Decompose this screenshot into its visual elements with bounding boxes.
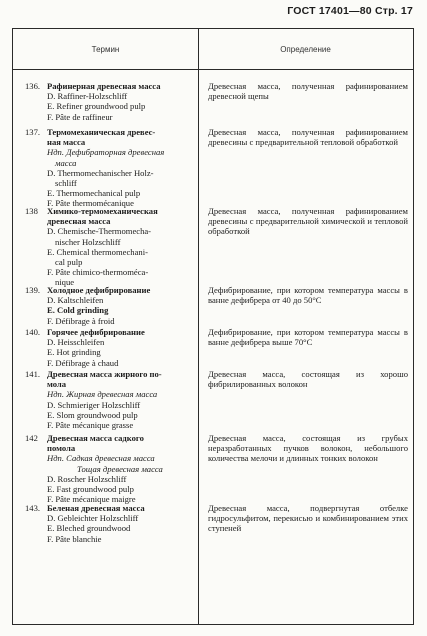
term-deprecated-cont: масса bbox=[55, 157, 77, 168]
term-english: E. Hot grinding bbox=[47, 347, 101, 358]
term-entry-136 bbox=[25, 81, 195, 122]
definition-142: Древесная масса, состоящая из грубых неразработанных пучков волокон, небольшого количества мелочи и длинных тонких волокон bbox=[208, 433, 408, 464]
term-french: F. Pâte chimico-thermoméca- bbox=[47, 267, 149, 278]
term-title-cont: древесная масса bbox=[47, 216, 111, 227]
term-title: Горячее дефибрирование bbox=[47, 327, 145, 337]
term-entry-141 bbox=[25, 369, 195, 430]
entry-number: 142 bbox=[25, 433, 38, 443]
terms-table bbox=[12, 28, 414, 625]
definition-141: Древесная масса, состоящая из хорошо фибрилированных волокон bbox=[208, 369, 408, 390]
term-english: E. Bleched groundwood bbox=[47, 523, 131, 534]
term-german: D. Raffiner-Holzschliff bbox=[47, 91, 128, 102]
term-entry-138 bbox=[25, 206, 195, 288]
term-entry-143 bbox=[25, 503, 195, 544]
term-deprecated: Ндп. Жирная древесная масса bbox=[47, 389, 158, 400]
term-german: D. Heisschleifen bbox=[47, 337, 105, 348]
term-german-cont: nischer Holzschliff bbox=[55, 236, 121, 247]
term-entry-137 bbox=[25, 127, 195, 209]
term-english: E. Thermomechanical pulp bbox=[47, 188, 141, 199]
term-german: D. Gebleichter Holzschliff bbox=[47, 513, 139, 524]
entry-number: 137. bbox=[25, 127, 41, 137]
entry-number: 140. bbox=[25, 327, 41, 337]
term-french: F. Pâte de raffineur bbox=[47, 111, 113, 122]
term-title: Холодное дефибрирование bbox=[47, 285, 151, 295]
definition-138: Древесная масса, полученная рафинированием древесины с предварительной химической и тепловой обработкой bbox=[208, 206, 408, 237]
term-english: E. Slom groundwood pulp bbox=[47, 409, 138, 420]
term-title-cont: мола bbox=[47, 379, 67, 390]
term-title: Термомеханическая древес- bbox=[47, 127, 156, 137]
term-french: F. Pâte blanchie bbox=[47, 533, 102, 544]
term-english: E. Refiner groundwood pulp bbox=[47, 101, 146, 112]
term-french-cont: nique bbox=[55, 277, 75, 288]
term-deprecated: Ндп. Садкая древесная масса bbox=[47, 453, 155, 464]
entry-number: 139. bbox=[25, 285, 41, 295]
definition-139: Дефибрирование, при котором температура массы в ванне дефибрера от 40 до 50°С bbox=[208, 285, 408, 306]
term-german: D. Thermomechanischer Holz- bbox=[47, 167, 154, 178]
term-title-cont: помола bbox=[47, 443, 76, 454]
definition-143: Древесная масса, подвергнутая отбелке гидросульфитом, перекисью и комбинированием этих ступеней bbox=[208, 503, 408, 534]
definition-140: Дефибрирование, при котором температура массы в ванне дефибрера выше 70°С bbox=[208, 327, 408, 348]
term-german: D. Chemische-Thermomecha- bbox=[47, 226, 152, 237]
term-german: D. Roscher Holzschliff bbox=[47, 473, 127, 484]
term-english: E. Fast groundwood pulp bbox=[47, 484, 134, 495]
term-french: F. Pâte mécanique grasse bbox=[47, 420, 134, 431]
entry-number: 141. bbox=[25, 369, 41, 379]
term-title-cont: ная масса bbox=[47, 137, 86, 148]
term-french: F. Défibrage à froid bbox=[47, 315, 115, 326]
term-deprecated: Ндп. Дефибраторная древесная bbox=[47, 147, 165, 158]
page-header: ГОСТ 17401—80 Стр. 17 bbox=[287, 5, 413, 17]
term-title: Древесная масса жирного по- bbox=[47, 369, 162, 379]
term-german-cont: schliff bbox=[55, 178, 77, 189]
term-french: F. Défibrage à chaud bbox=[47, 357, 119, 368]
term-entry-140 bbox=[25, 327, 195, 368]
entry-number: 136. bbox=[25, 81, 41, 91]
term-title: Химико-термомеханическая bbox=[47, 206, 158, 216]
term-german: D. Schmieriger Holzschliff bbox=[47, 399, 141, 410]
term-deprecated-2: Тощая древесная масса bbox=[77, 463, 163, 474]
term-entry-139 bbox=[25, 285, 195, 326]
column-header-definition: Определение bbox=[280, 44, 331, 54]
term-english-cont: cal pulp bbox=[55, 257, 83, 268]
term-title: Древесная масса садкого bbox=[47, 433, 144, 443]
term-french: F. Pâte mécanique maigre bbox=[47, 494, 136, 505]
term-title: Беленая древесная масса bbox=[47, 503, 145, 513]
entry-number: 138 bbox=[25, 206, 38, 216]
term-title: Рафинерная древесная масса bbox=[47, 81, 161, 91]
entry-number: 143. bbox=[25, 503, 41, 513]
term-entry-142 bbox=[25, 433, 195, 504]
term-english: E. Chemical thermomechani- bbox=[47, 246, 148, 257]
header-divider bbox=[13, 69, 413, 70]
definition-137: Древесная масса, полученная рафинированием древесины с предварительной тепловой обработкой bbox=[208, 127, 408, 148]
term-french: F. Pâte thermomécanique bbox=[47, 198, 134, 209]
column-header-term: Термин bbox=[91, 44, 120, 54]
column-divider bbox=[198, 29, 199, 624]
term-english: E. Cold grinding bbox=[47, 305, 109, 316]
definition-136: Древесная масса, полученная рафинированием древесной щепы bbox=[208, 81, 408, 102]
term-german: D. Kaltschleifen bbox=[47, 295, 104, 306]
